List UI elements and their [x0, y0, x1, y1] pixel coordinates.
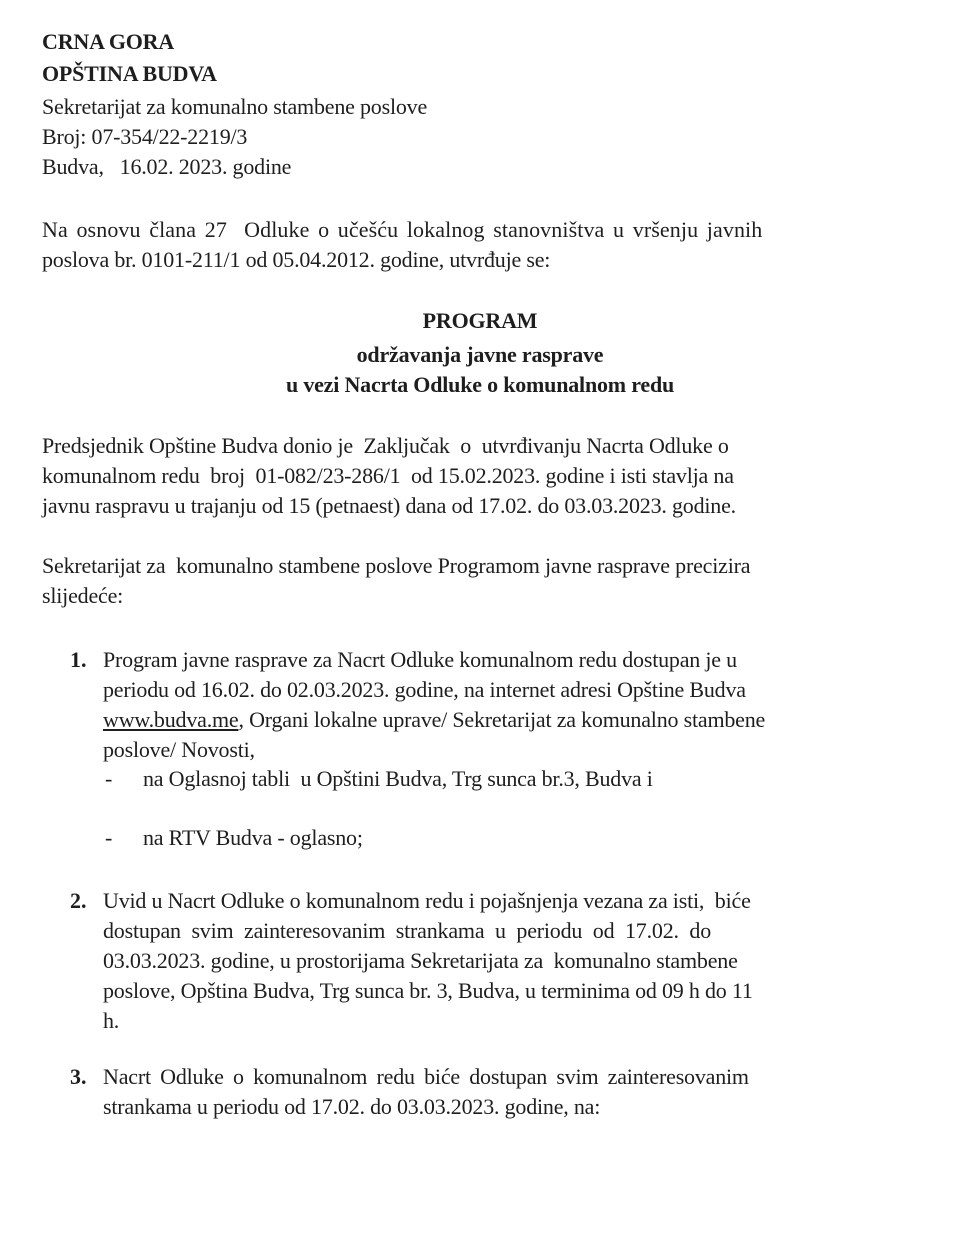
paragraph2-line-1: Sekretarijat za komunalno stambene poslove Programom javne rasprave precizira — [42, 553, 751, 578]
program-title: PROGRAM — [422, 308, 538, 333]
list-item-3-line-1: Nacrt Odluke o komunalnom redu biće dostupan svim zainteresovanim — [103, 1064, 749, 1089]
header-department: Sekretarijat za komunalno stambene poslove — [42, 94, 428, 119]
list-item-1-line-3 — [103, 705, 765, 735]
list-item-2-line-3: 03.03.2023. godine, u prostorijama Sekretarijata za komunalno stambene — [103, 948, 738, 973]
list-item-2-line-1: Uvid u Nacrt Odluke o komunalnom redu i pojašnjenja vezana za isti, biće — [103, 888, 751, 913]
header-municipality: OPŠTINA BUDVA — [42, 61, 217, 86]
list-item-1-line-2: periodu od 16.02. do 02.03.2023. godine, na internet adresi Opštine Budva — [103, 677, 746, 702]
paragraph1-line-3: javnu raspravu u trajanju od 15 (petnaest) dana od 17.02. do 03.03.2023. godine. — [42, 493, 736, 518]
header-country: CRNA GORA — [42, 29, 175, 54]
budva-website-link[interactable]: www.budva.me — [103, 707, 239, 732]
list-item-1-bullet-1: na Oglasnoj tabli u Opštini Budva, Trg sunca br.3, Budva i — [143, 766, 653, 791]
intro-line-2: poslova br. 0101-211/1 od 05.04.2012. godine, utvrđuje se: — [42, 247, 551, 272]
header-place-date: Budva, 16.02. 2023. godine — [42, 154, 292, 179]
bullet-dash-1: - — [105, 766, 113, 791]
list-item-1-line-4: poslove/ Novosti, — [103, 737, 255, 762]
list-item-1-line-3-rest: , Organi lokalne uprave/ Sekretarijat za komunalno stambene — [238, 707, 766, 732]
bullet-dash-2: - — [105, 825, 113, 850]
list-item-1-line-1: Program javne rasprave za Nacrt Odluke komunalnom redu dostupan je u — [103, 647, 737, 672]
list-item-3-line-2: strankama u periodu od 17.02. do 03.03.2023. godine, na: — [103, 1094, 601, 1119]
list-item-3-number: 3. — [70, 1064, 87, 1089]
list-item-1-number: 1. — [70, 647, 87, 672]
list-item-2-line-4: poslove, Opština Budva, Trg sunca br. 3, Budva, u terminima od 09 h do 11 — [103, 978, 753, 1003]
list-item-2-number: 2. — [70, 888, 87, 913]
paragraph1-line-1: Predsjednik Opštine Budva donio je Zaključak o utvrđivanju Nacrta Odluke o — [42, 433, 729, 458]
list-item-2-line-5: h. — [103, 1008, 120, 1033]
intro-text-1: Na osnovu člana 27 Odluke o učešću lokalnog stanovništva u vršenju javnih — [42, 217, 763, 242]
paragraph1-line-2: komunalnom redu broj 01-082/23-286/1 od 15.02.2023. godine i isti stavlja na — [42, 463, 734, 488]
program-subtitle-1: održavanja javne rasprave — [356, 342, 604, 367]
list-item-2-line-2: dostupan svim zainteresovanim strankama u periodu od 17.02. do — [103, 918, 711, 943]
program-subtitle-2: u vezi Nacrta Odluke o komunalnom redu — [285, 372, 675, 397]
list-item-1-bullet-2: na RTV Budva - oglasno; — [143, 825, 363, 850]
paragraph2-line-2: slijedeće: — [42, 583, 124, 608]
header-document-number: Broj: 07-354/22-2219/3 — [42, 124, 248, 149]
intro-line-1 — [42, 215, 860, 245]
